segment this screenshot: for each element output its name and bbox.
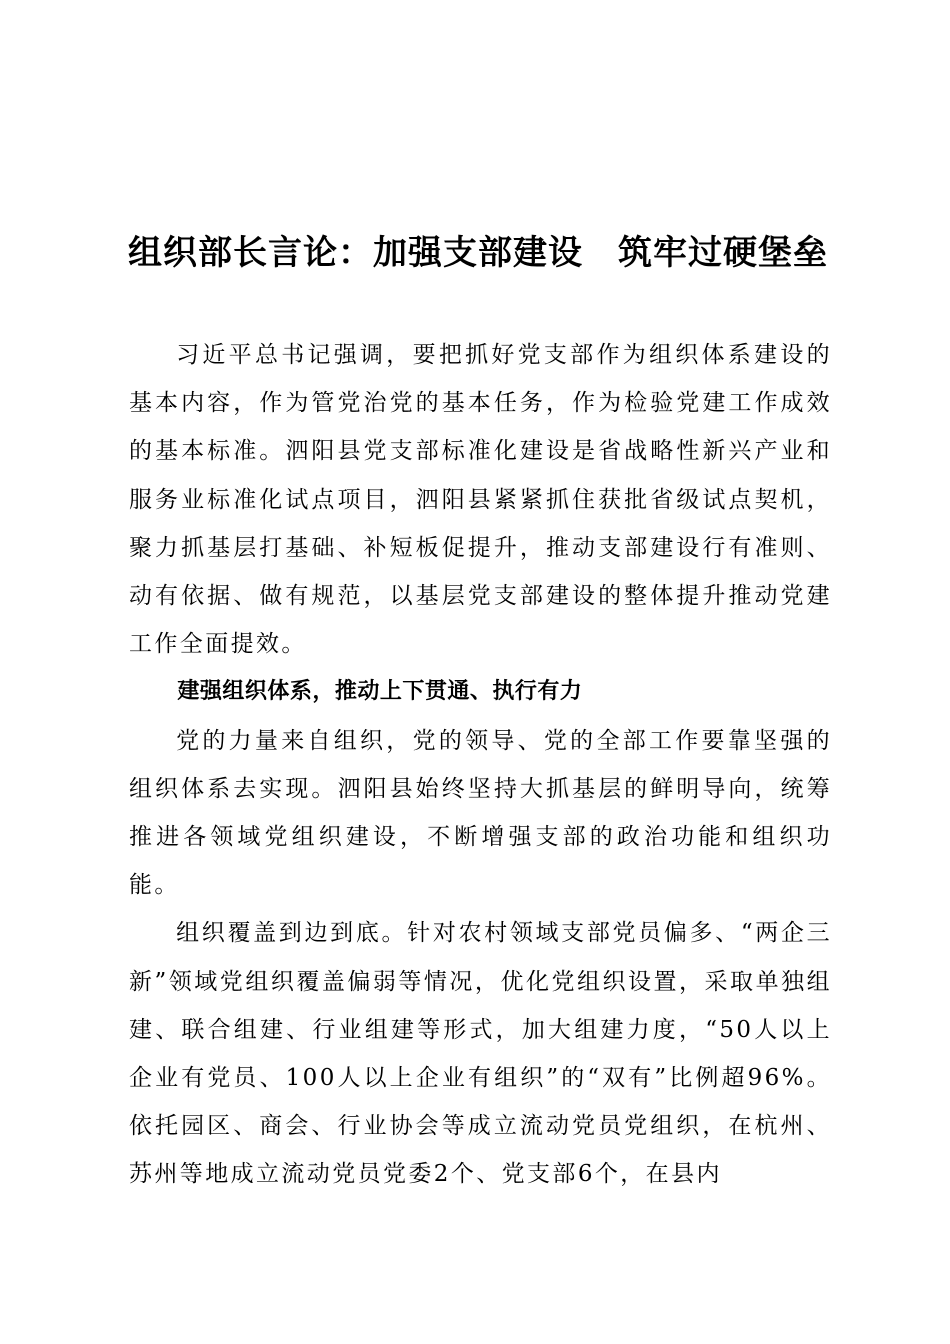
body-paragraph-2: 党的力量来自组织，党的领导、党的全部工作要靠坚强的组织体系去实现。泗阳县始终坚持大抓基层的鲜明导向，统筹推进各领域党组织建设，不断增强支部的政治功能和组织功能。 bbox=[129, 727, 832, 899]
document-title: 组织部长言论：加强支部建设 筑牢过硬堡垒 bbox=[128, 233, 828, 273]
section-heading: 建强组织体系，推动上下贯通、执行有力 bbox=[177, 679, 583, 705]
body-paragraph-3: 组织覆盖到边到底。针对农村领域支部党员偏多、“两企三新”领域党组织覆盖偏弱等情况，优化党组织设置，采取单独组建、联合组建、行业组建等形式，加大组建力度，“50人以上企业有党员、100人以上企业有组织”的“双有”比例超96%。依托园区、商会、行业协会等成立流动党员党组织，在杭州、苏州等地成立流动党员党委2个、党支部6个，在县内 bbox=[129, 920, 832, 1188]
body-paragraph-1: 习近平总书记强调，要把抓好党支部作为组织体系建设的基本内容，作为管党治党的基本任务，作为检验党建工作成效的基本标准。泗阳县党支部标准化建设是省战略性新兴产业和服务业标准化试点项目，泗阳县紧紧抓住获批省级试点契机，聚力抓基层打基础、补短板促提升，推动支部建设行有准则、动有依据、做有规范，以基层党支部建设的整体提升推动党建工作全面提效。 bbox=[129, 342, 832, 658]
document-body bbox=[129, 331, 832, 1199]
